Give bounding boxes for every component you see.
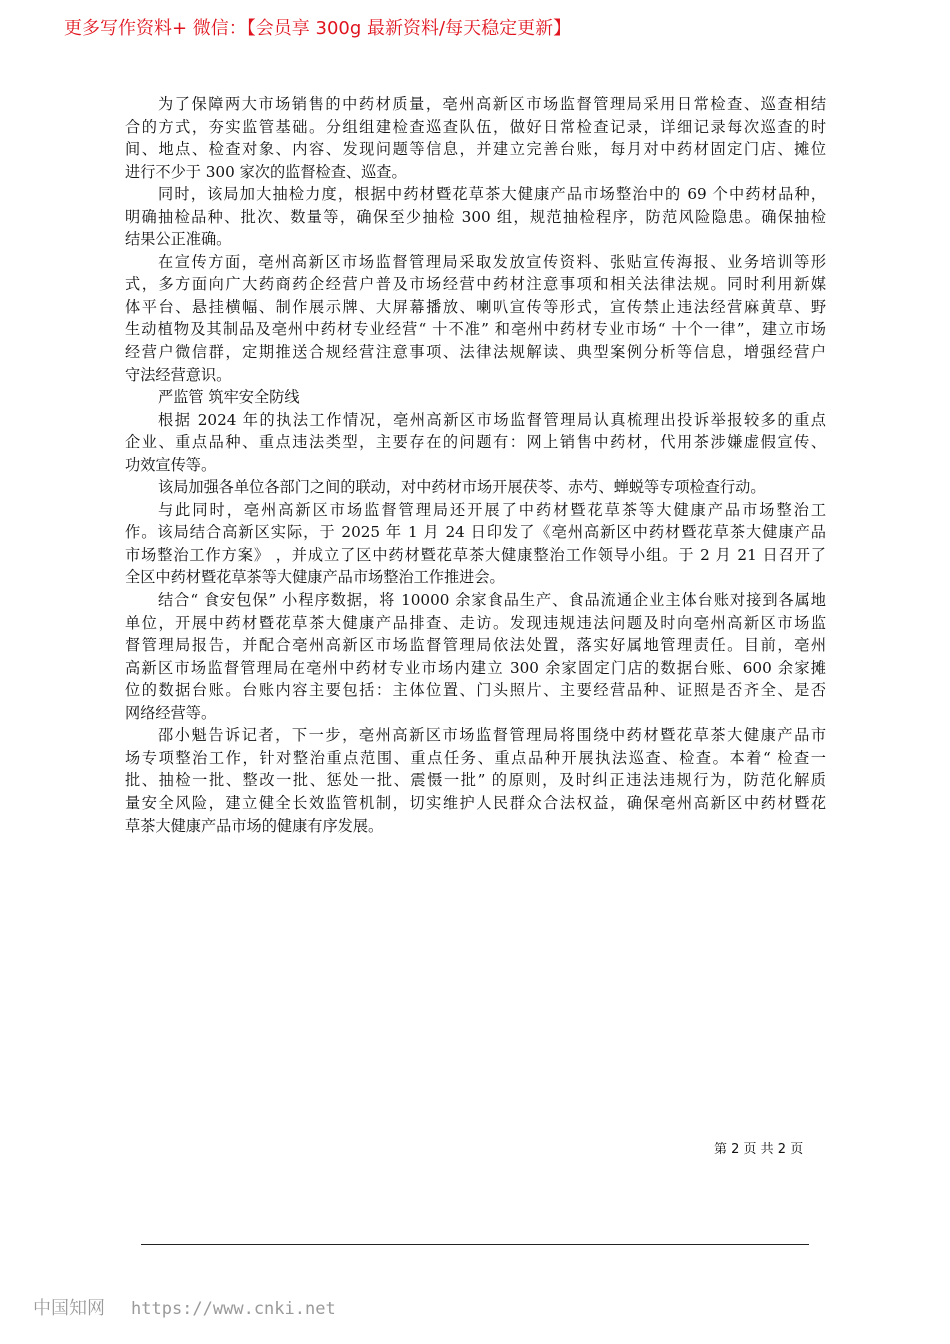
paragraph: [125, 386, 826, 409]
paragraph-line: 该局加强各单位各部门之间的联动，对中药材市场开展茯苓、赤芍、蝉蜕等专项检查行动。: [158, 478, 766, 497]
paragraph-line: 功效宣传等。: [125, 455, 217, 474]
paragraph-line: 进行不少于 300 家次的监督检查、巡查。: [125, 162, 407, 181]
paragraph-line: 严监管 筑牢安全防线: [158, 388, 300, 407]
paragraph-line: 网络经营等。: [125, 703, 217, 722]
cnki-watermark: [33, 1294, 336, 1320]
article-body: [125, 93, 826, 837]
paragraph: [125, 93, 826, 183]
paragraph: [125, 499, 826, 589]
paragraph: [125, 476, 826, 499]
paragraph-line: 位的数据台账。台账内容主要包括：主体位置、门头照片、主要经营品种、证照是否齐全、是否: [125, 681, 826, 700]
paragraph-line: 间、地点、检查对象、内容、发现问题等信息，并建立完善台账，每月对中药材固定门店、摊位: [125, 140, 826, 159]
paragraph: [125, 409, 826, 477]
paragraph-line: 企业、重点品种、重点违法类型，主要存在的问题有：网上销售中药材，代用茶涉嫌虚假宣传、: [125, 433, 826, 452]
watermark-name: 中国知网: [33, 1298, 105, 1319]
paragraph: [125, 724, 826, 837]
paragraph-line: 在宣传方面，亳州高新区市场监督管理局采取发放宣传资料、张贴宣传海报、业务培训等形: [158, 252, 826, 271]
paragraph: [125, 183, 826, 251]
paragraph-line: 结合“ 食安包保” 小程序数据，将 10000 余家食品生产、食品流通企业主体台账对接到各属地: [158, 591, 826, 610]
paragraph-line: 督管理局报告，并配合亳州高新区市场监督管理局依法处置，落实好属地管理责任。目前，亳州: [125, 636, 826, 655]
paragraph-line: 结果公正准确。: [125, 230, 232, 249]
paragraph-line: 合的方式，夯实监管基础。分组组建检查巡查队伍，做好日常检查记录，详细记录每次巡查的时: [125, 117, 826, 136]
paragraph-line: 批、抽检一批、整改一批、惩处一批、震慑一批” 的原则，及时纠正违法违规行为，防范化解质: [125, 771, 826, 790]
paragraph-line: 全区中药材暨花草茶等大健康产品市场整治工作推进会。: [125, 568, 505, 587]
paragraph-line: 高新区市场监督管理局在亳州中药材专业市场内建立 300 余家固定门店的数据台账、600 余家摊: [125, 658, 826, 677]
paragraph-line: 体平台、悬挂横幅、制作展示牌、大屏幕播放、喇叭宣传等形式，宣传禁止违法经营麻黄草、野: [125, 297, 826, 316]
paragraph-line: 市场整治工作方案》 ，并成立了区中药材暨花草茶大健康整治工作领导小组。于 2 月 21 日召开了: [125, 545, 826, 564]
paragraph-line: 场专项整治工作，针对整治重点范围、重点任务、重点品种开展执法巡查、检查。本着“ 检查一: [125, 748, 826, 767]
paragraph-line: 守法经营意识。: [125, 365, 232, 384]
paragraph-line: 经营户微信群，定期推送合规经营注意事项、法律法规解读、典型案例分析等信息，增强经营户: [125, 343, 826, 362]
promo-banner-text: 更多写作资料+ 微信：【会员享 300g 最新资料/每天稳定更新】: [64, 18, 572, 39]
watermark-url: https://www.cnki.net: [131, 1299, 336, 1319]
paragraph-line: 单位，开展中药材暨花草茶大健康产品排查、走访。发现违规违法问题及时向亳州高新区市场监: [125, 613, 826, 632]
paragraph-line: 式，多方面向广大药商药企经营户普及市场经营中药材注意事项和相关法律法规。同时利用新媒: [125, 275, 826, 294]
paragraph-line: 与此同时，亳州高新区市场监督管理局还开展了中药材暨花草茶等大健康产品市场整治工: [158, 500, 826, 519]
paragraph-line: 同时，该局加大抽检力度，根据中药材暨花草茶大健康产品市场整治中的 69 个中药材品种，: [158, 185, 826, 204]
paragraph: [125, 251, 826, 386]
paragraph-line: 量安全风险，建立健全长效监管机制，切实维护人民群众合法权益，确保亳州高新区中药材暨花: [125, 793, 826, 812]
page-number: 第 2 页 共 2 页: [714, 1142, 804, 1157]
paragraph-line: 邵小魁告诉记者，下一步，亳州高新区市场监督管理局将围绕中药材暨花草茶大健康产品市: [158, 726, 826, 745]
paragraph-line: 作。该局结合高新区实际，于 2025 年 1 月 24 日印发了《亳州高新区中药材暨花草茶大健康产品: [125, 523, 826, 542]
paragraph-line: 草茶大健康产品市场的健康有序发展。: [125, 816, 384, 835]
paragraph-line: 生动植物及其制品及亳州中药材专业经营“ 十不准” 和亳州中药材专业市场“ 十个一律”，建立市场: [125, 320, 826, 339]
paragraph-line: 明确抽检品种、批次、数量等，确保至少抽检 300 组，规范抽检程序，防范风险隐患。确保抽检: [125, 207, 826, 226]
footer-divider: [141, 1244, 809, 1245]
paragraph-line: 为了保障两大市场销售的中药材质量，亳州高新区市场监督管理局采用日常检查、巡查相结: [158, 95, 826, 113]
paragraph: [125, 589, 826, 724]
paragraph-line: 根据 2024 年的执法工作情况，亳州高新区市场监督管理局认真梳理出投诉举报较多的重点: [158, 410, 826, 429]
